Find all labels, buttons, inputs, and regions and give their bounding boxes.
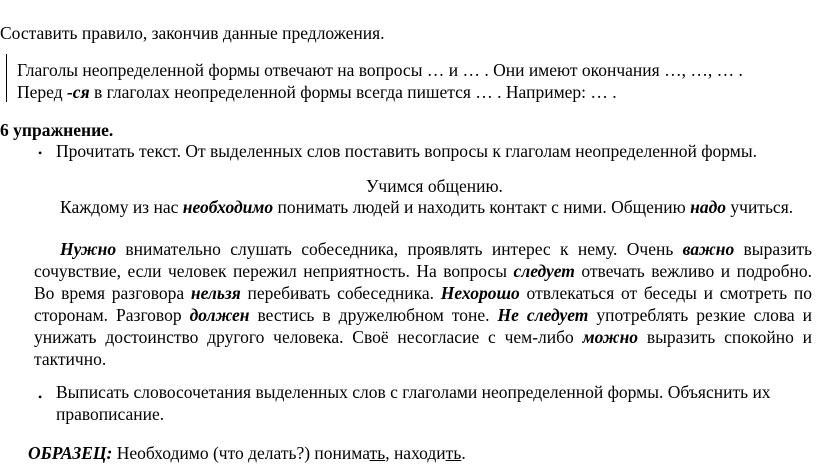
- highlight-word: важно: [682, 239, 735, 259]
- highlight-word: Нужно: [60, 239, 117, 259]
- bullet-icon: •: [38, 390, 43, 404]
- task-1: Прочитать текст. От выделенных слов поставить вопросы к глаголам неопределенной формы.: [56, 141, 757, 161]
- bullet-icon: •: [38, 146, 43, 160]
- highlight-word: нельзя: [190, 283, 241, 303]
- intro-text: Составить правило, закончив данные предложения.: [0, 23, 385, 43]
- highlight-word: надо: [690, 197, 727, 217]
- sample-line: ОБРАЗЕЦ: Необходимо (что делать?) понимать, находить.: [28, 443, 466, 463]
- highlight-word: Не следует: [497, 305, 589, 325]
- paragraph-1: Каждому из нас необходимо понимать людей и находить контакт с ними. Общению надо учиться.: [60, 197, 794, 217]
- highlight-word: необходимо: [182, 197, 274, 217]
- highlight-word: можно: [582, 327, 639, 347]
- ending-underlined: ть: [369, 443, 386, 463]
- highlight-word: должен: [189, 305, 250, 325]
- suffix-sya: -ся: [66, 82, 90, 102]
- rule-line-1: Глаголы неопределенной формы отвечают на вопросы … и … . Они имеют окончания …, …, … .: [17, 60, 743, 80]
- highlight-word: следует: [513, 261, 575, 281]
- paragraph-2: Нужно внимательно слушать собеседника, проявлять интерес к нему. Очень важно выразить сочувствие, если человек пережил неприятность. На вопросы следует отвечать вежливо и подробно. Во время разговора нельзя перебивать собеседника. Нехорошо отвлекаться от беседы и смотреть по сторонам. Разговор должен вестись в дружелюбном тоне. Не следует употреблять резкие слова и унижать достоинство другого человека. Своё несогласие с чем-либо можно выразить спокойно и тактично.: [34, 239, 813, 369]
- text-title: Учимся общению.: [366, 176, 503, 196]
- sample-label: ОБРАЗЕЦ:: [28, 443, 113, 463]
- task-2: Выписать словосочетания выделенных слов с глаголами неопределенной формы. Объяснить их правописание.: [56, 382, 771, 424]
- ending-underlined: ть: [445, 443, 462, 463]
- rule-box: [6, 54, 807, 102]
- exercise-title: 6 упражнение.: [0, 120, 114, 140]
- highlight-word: Нехорошо: [440, 283, 520, 303]
- rule-line-2: Перед -ся в глаголах неопределенной формы всегда пишется … . Например: … .: [17, 82, 617, 102]
